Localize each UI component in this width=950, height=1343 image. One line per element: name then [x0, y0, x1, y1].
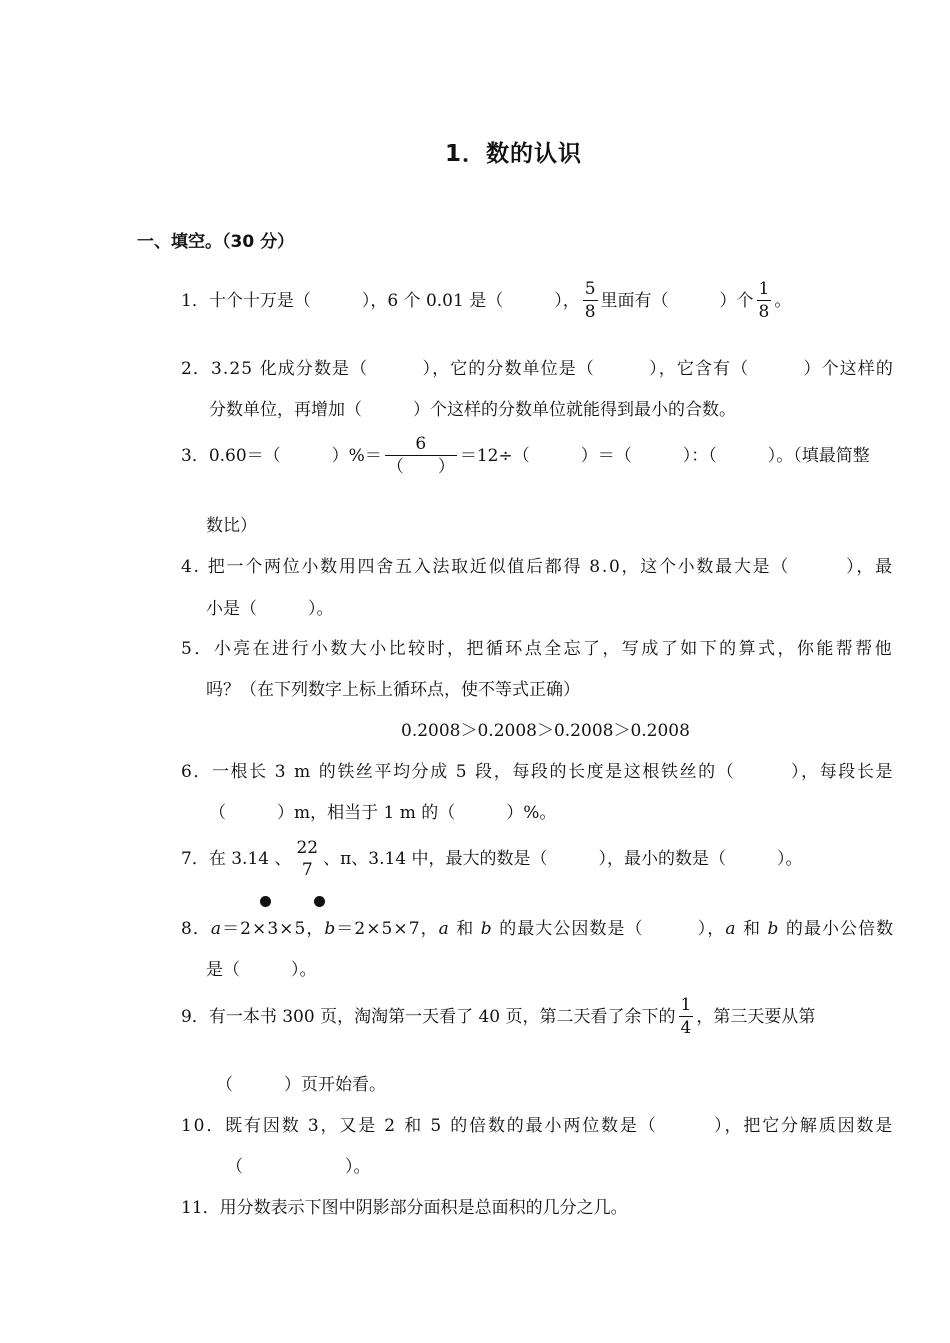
- q1-text-b: 里面有（ ）个: [600, 290, 754, 311]
- question-11: 11．用分数表示下图中阴影部分面积是总面积的几分之几。: [181, 1198, 628, 1218]
- fraction-1-8: [757, 278, 772, 323]
- question-5-line-2: 吗？（在下列数字上标上循环点，使不等式正确）: [206, 680, 580, 700]
- q7-text-a: 7．在 3.14 、: [181, 849, 292, 869]
- question-4-line-2: 小是（ ）。: [206, 599, 334, 619]
- variable-b: b: [767, 919, 780, 939]
- question-7: [181, 837, 803, 881]
- variable-a: a: [725, 919, 737, 939]
- q8-text-e: 的最大公因数是（ ），: [492, 919, 726, 939]
- q1-den2: 8: [758, 302, 770, 322]
- recurring-dot-mark: [314, 896, 325, 907]
- q1-text-c: 。: [774, 290, 792, 311]
- q9-den: 4: [680, 1018, 692, 1038]
- q3-num: 6: [415, 434, 427, 454]
- variable-a: a: [210, 919, 223, 939]
- section-heading: 一、填空。（30 分）: [137, 232, 295, 252]
- recurring-dot-mark: [260, 896, 271, 907]
- q9-num: 1: [680, 995, 692, 1015]
- q8-text-d: 和: [449, 919, 481, 939]
- variable-a: a: [438, 919, 450, 939]
- q9-text-b: ，第三天要从第: [696, 1006, 816, 1027]
- q8-text-c: ＝2×5×7，: [336, 919, 439, 939]
- fraction-1-4: [679, 994, 694, 1039]
- q3-den: （ ）: [386, 457, 455, 477]
- fraction-5-8: [583, 278, 598, 323]
- q3-text-a: 3．0.60＝（ ）%＝: [181, 445, 382, 466]
- fraction-22-7: [294, 837, 320, 881]
- fraction-6-blank: [385, 433, 457, 478]
- question-10-line-1: 10．既有因数 3，又是 2 和 5 的倍数的最小两位数是（ ），把它分解质因数是: [181, 1116, 895, 1136]
- page-title: 1．数的认识: [445, 141, 583, 167]
- q1-num1: 5: [584, 279, 596, 299]
- q3-text-b: ＝12÷（ ）＝（ ）：（ ）。（填最简整: [459, 445, 870, 466]
- q8-text-g: 的最小公倍数: [779, 919, 895, 939]
- question-10-line-2: （ ）。: [226, 1157, 371, 1177]
- q8-text-a: 8．: [181, 919, 211, 939]
- question-8-line-2: 是（ ）。: [206, 960, 317, 980]
- q1-num2: 1: [758, 279, 770, 299]
- question-5-expression: 0.2008＞0.2008＞0.2008＞0.2008: [401, 721, 690, 741]
- question-6-line-2: （ ）m，相当于 1 m 的（ ）%。: [209, 803, 557, 823]
- variable-b: b: [324, 919, 337, 939]
- q1-text-a: 1．十个十万是（ ），6 个 0.01 是（ ），: [181, 290, 580, 311]
- question-4-line-1: 4. 把一个两位小数用四舍五入法取近似值后都得 8.0，这个小数最大是（ ），最: [181, 557, 894, 577]
- question-8-line-1: [181, 918, 894, 940]
- q1-den1: 8: [584, 302, 596, 322]
- question-6-line-1: 6．一根长 3 m 的铁丝平均分成 5 段，每段的长度是这根铁丝的（ ），每段长是: [181, 762, 895, 782]
- question-5-line-1: 5．小亮在进行小数大小比较时，把循环点全忘了，写成了如下的算式，你能帮帮他: [181, 639, 895, 659]
- question-2-line-1: 2．3.25 化成分数是（ ），它的分数单位是（ ），它含有（ ）个这样的: [181, 359, 894, 379]
- question-9: [181, 994, 815, 1039]
- q9-text-a: 9．有一本书 300 页，淘淘第一天看了 40 页，第二天看了余下的: [181, 1006, 676, 1027]
- q8-text-f: 和: [736, 919, 768, 939]
- question-3: [181, 433, 870, 478]
- q7-num: 22: [296, 838, 319, 858]
- q7-den: 7: [301, 860, 313, 880]
- question-1: [181, 278, 791, 323]
- question-3-line-2: 数比）: [206, 516, 257, 536]
- question-9-line-2: （ ）页开始看。: [216, 1075, 386, 1095]
- variable-b: b: [480, 919, 493, 939]
- q8-text-b: ＝2×3×5，: [222, 919, 325, 939]
- question-2-line-2: 分数单位，再增加（ ）个这样的分数单位就能得到最小的合数。: [209, 400, 736, 420]
- q7-text-b: 、π、3.14 中，最大的数是（ ），最小的数是（ ）。: [323, 849, 803, 869]
